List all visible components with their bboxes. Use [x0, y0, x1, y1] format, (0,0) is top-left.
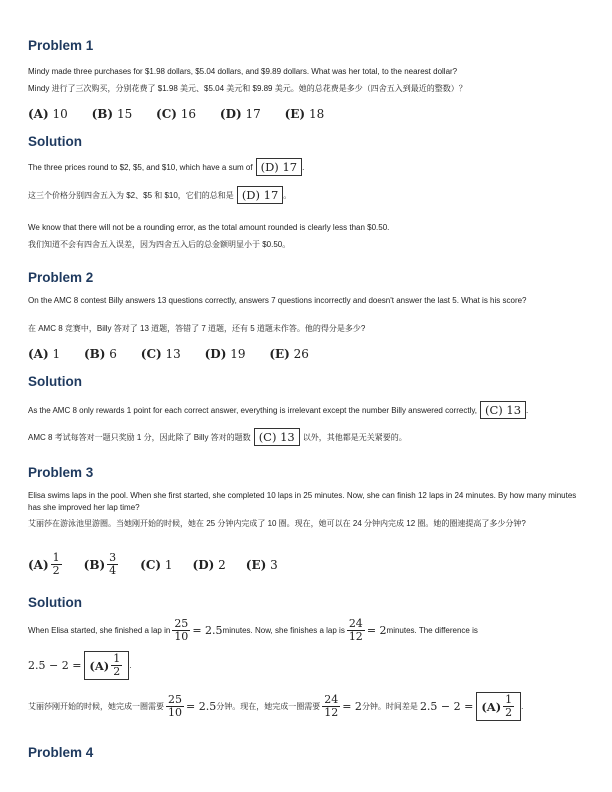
solution-text-zh: AMC 8 考试每答对一题只奖励 1 分，因此除了 Billy 答对的题数: [28, 432, 251, 442]
answer-box: (D) 17: [237, 186, 283, 204]
equation: 2.5 − 2 =: [28, 659, 82, 672]
equation: = 2: [366, 624, 387, 637]
problem-1-text-zh: Mindy 进行了三次购买，分别花费了 $1.98 美元、$5.04 美元和 $9.89 美元。她的总花费是多少（四舍五入到最近的整数）？: [28, 84, 467, 93]
choice-b: (B) $\frac{3}{4}$: [83, 551, 117, 577]
problem-1-solution-zh: 这三个价格分别四舍五入为 $2、$5 和 $10，它们的总和是 (D) 17 。: [28, 188, 292, 202]
problem-2-text-zh: 在 AMC 8 竞赛中，Billy 答对了 13 道题，答错了 7 道题，还有 5 道题未作答。他的得分是多少?: [28, 324, 366, 333]
choice-b: (B) 15: [91, 107, 133, 121]
problem-1-text-en: Mindy made three purchases for $1.98 dollars, $5.04 dollars, and $9.89 dollars. What was her total, to the nearest dollar?: [28, 67, 458, 76]
fraction: $\frac{1}{2}$: [113, 652, 121, 678]
solution-text: When Elisa started, she finished a lap in: [28, 626, 171, 635]
choice-e: (E) 26: [269, 347, 309, 361]
choice-a: (A) $\frac{1}{2}$: [28, 551, 60, 577]
fraction: $\frac{1}{2}$: [505, 693, 513, 719]
problem-2-choices: [28, 347, 329, 361]
fraction: $\frac{25}{10}$: [168, 693, 182, 719]
answer-box: (C) 13: [480, 401, 526, 419]
solution-text: As the AMC 8 only rewards 1 point for each correct answer, everything is irrelevant except the number Billy answered correctly,: [28, 405, 477, 415]
choice-a: (A) 1: [28, 347, 61, 361]
problem-1-solution-en: The three prices round to $2, $5, and $10, which have a sum of (D) 17 .: [28, 160, 305, 174]
equation: = 2.5: [186, 700, 217, 713]
problem-3-text-zh: 艾丽莎在游泳池里游圈。当她刚开始的时候，她在 25 分钟内完成了 10 圈。现在，她可以在 24 分钟内完成 12 圈。她的圈速提高了多少分钟?: [28, 519, 526, 528]
choice-c: (C) 16: [156, 107, 197, 121]
problem-3-choices: [28, 552, 298, 577]
problem-1-title: Problem 1: [28, 38, 94, 53]
answer-box: (C) 13: [254, 428, 300, 446]
solution-text: minutes. The difference is: [386, 626, 478, 635]
equation: = 2: [342, 700, 362, 713]
choice-c: (C) 13: [140, 347, 181, 361]
problem-2-solution-en: As the AMC 8 only rewards 1 point for each correct answer, everything is irrelevant except the number Billy answered correctly, (C) 13 .: [28, 403, 529, 417]
problem-2-solution-title: Solution: [28, 374, 82, 389]
solution-text-zh-after: 以外，其他都是无关紧要的。: [302, 432, 407, 442]
problem-3-solution-zh: 艾丽莎刚开始的时候，她完成一圈需要 $\frac{25}{10}$ = 2.5 分钟。现在，她完成一圈需要 $\frac{24}{12}$ = 2 分钟。时间差是 2.5 − 2 = (A) $\frac{1}{2}$ .: [28, 693, 524, 719]
problem-3-solution-title: Solution: [28, 595, 82, 610]
fraction: $\frac{24}{12}$: [348, 617, 363, 643]
solution-text-zh: 这三个价格分别四舍五入为 $2、$5 和 $10，它们的总和是: [28, 190, 234, 200]
choice-d: (D) 19: [204, 347, 246, 361]
problem-2-solution-zh: [28, 428, 592, 446]
problem-1-note-en: We know that there will not be a rounding error, as the total amount rounded is clearly less than $0.50.: [28, 223, 390, 232]
choice-c: (C) 1: [140, 557, 173, 572]
problem-2-text-en: On the AMC 8 contest Billy answers 13 questions correctly, answers 7 questions incorrectly and doesn't answer the last 5. What is his score?: [28, 296, 527, 305]
choice-d: (D) 17: [219, 107, 261, 121]
fraction: $\frac{25}{10}$: [174, 617, 189, 643]
answer-box: (D) 17: [256, 158, 302, 176]
problem-1-note-zh: 我们知道不会有四舍五入误差，因为四舍五入后的总金额明显小于 $0.50。: [28, 240, 291, 249]
equation: = 2.5: [192, 624, 223, 637]
choice-e: (E) 18: [284, 107, 325, 121]
problem-1-choices: [28, 107, 344, 121]
solution-text: The three prices round to $2, $5, and $10, which have a sum of: [28, 162, 253, 172]
choice-b: (B) 6: [83, 347, 117, 361]
fraction: $\frac{24}{12}$: [324, 693, 339, 719]
problem-3-solution-en-result: 2.5 − 2 = (A) $\frac{1}{2}$ .: [28, 652, 132, 678]
solution-text-zh: 分钟。现在，她完成一圈需要: [216, 702, 321, 711]
choice-a: (A) 10: [28, 107, 68, 121]
choice-d: (D) 2: [192, 557, 226, 572]
answer-box: (A) $\frac{1}{2}$: [84, 651, 129, 680]
problem-3-title: Problem 3: [28, 465, 94, 480]
solution-text-zh: 艾丽莎刚开始的时候，她完成一圈需要: [28, 702, 164, 711]
problem-2-title: Problem 2: [28, 270, 94, 285]
choice-e: (E) 3: [245, 557, 278, 572]
problem-3-solution-en: [28, 618, 592, 643]
problem-3-text-en: Elisa swims laps in the pool. When she first started, she completed 10 laps in 25 minutes. Now, she can finish 12 laps in 24 minutes. By how many minutes has she improved her lap time?: [28, 491, 577, 512]
problem-1-solution-title: Solution: [28, 134, 82, 149]
answer-box: (A) $\frac{1}{2}$: [476, 692, 521, 721]
problem-4-title: Problem 4: [28, 745, 94, 760]
fraction: $\frac{1}{2}$: [52, 551, 60, 577]
solution-text-zh: 分钟。时间差是: [361, 702, 418, 711]
fraction: $\frac{3}{4}$: [109, 551, 117, 577]
equation: 2.5 − 2 =: [419, 700, 474, 713]
solution-text: minutes. Now, she finishes a lap is: [222, 626, 345, 635]
